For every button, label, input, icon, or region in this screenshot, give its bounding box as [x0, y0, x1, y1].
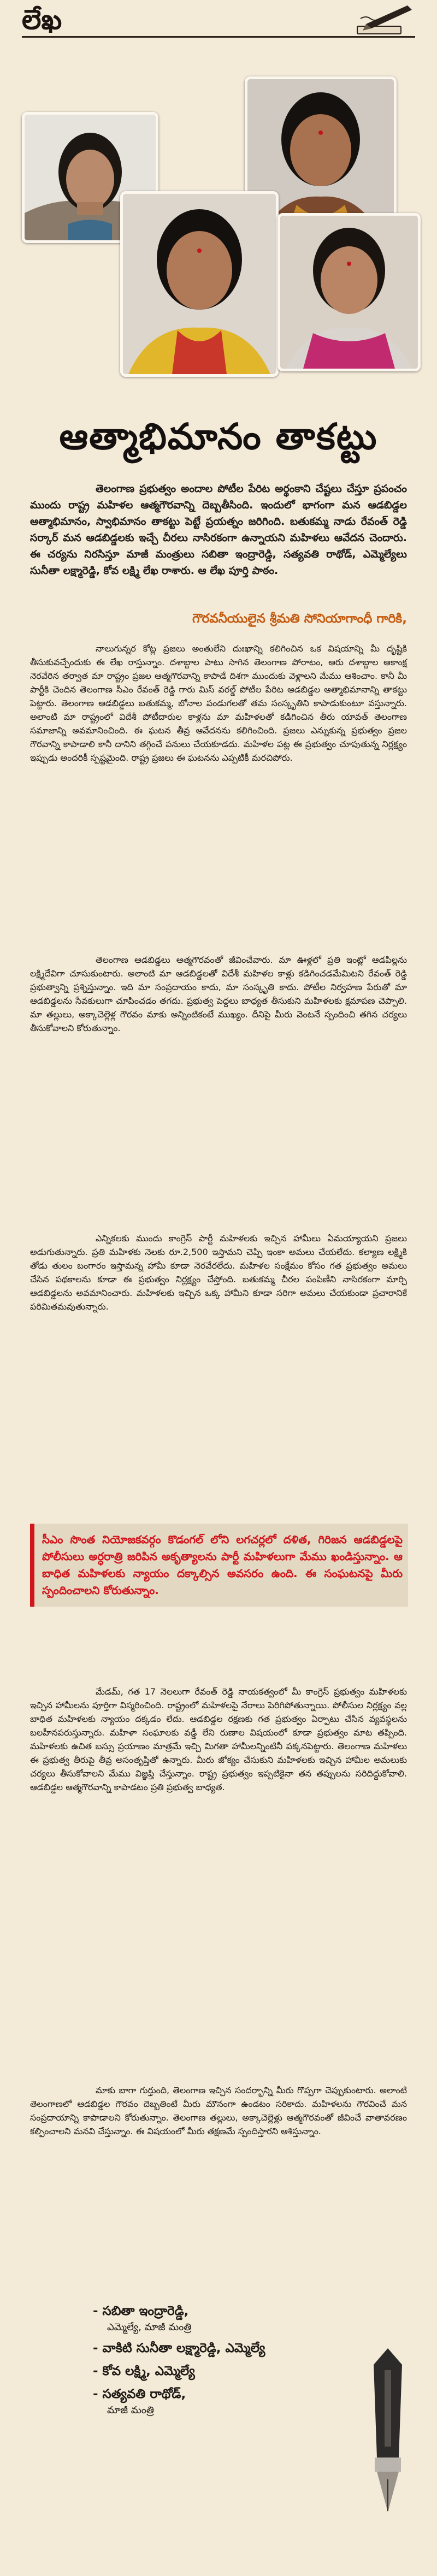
- lead-paragraph: తెలంగాణ ప్రభుత్వం అందాల పోటీల పేరిట అర్థంకాని చేష్టలు చేస్తూ ప్రపంచం ముందు రాష్ట్ర మహిళల ఆత్మగౌరవాన్ని దెబ్బతీసింది. ఇందులో భాగంగా మన ఆడబిడ్డల ఆత్మాభిమానం, స్వాభిమానం తాకట్టు పెట్టే ప్రయత్నం జరిగింది. బతుకమ్మ నాడు రేవంత్ రెడ్డి సర్కార్ మన ఆడబిడ్డలకు ఇచ్చే చీరలు నాసిరకంగా ఉన్నాయని మహిళలు ఆవేదన చెందారు. ఈ చర్యను నిరసిస్తూ మాజీ మంత్రులు సబితా ఇంద్రారెడ్డి, సత్యవతి రాథోడ్, ఎమ్మెల్యేలు సునీతా లక్ష్మారెడ్డి, కోవ లక్ష్మి లేఖ రాశారు. ఆ లేఖ పూర్తి పాఠం.: [30, 483, 407, 577]
- body-paragraph: మేడమ్, గత 17 నెలలుగా రేవంత్ రెడ్డి నాయకత్వంలో మీ కాంగ్రెస్ ప్రభుత్వం మహిళలకు ఇచ్చిన హామీలను పూర్తిగా విస్మరించింది. రాష్ట్రంలో మహిళలపై నేరాలు పెరిగిపోతున్నాయి. పోలీసుల నిర్లక్ష్యం వల్ల బాధిత మహిళలకు న్యాయం దక్కడం లేదు. ఆడబిడ్డల రక్షణకు గత ప్రభుత్వం ఏర్పాటు చేసిన వ్యవస్థలను బలహీనపరుస్తున్నారు. మహిళా సంఘాలకు వడ్డీ లేని రుణాల విషయంలో కూడా ప్రభుత్వం మాట తప్పింది. మహిళలకు ఉచిత బస్సు ప్రయాణం మాత్రమే ఇచ్చి మిగతా హామీలన్నింటినీ పక్కనపెట్టారు. తెలంగాణ మహిళలు ఈ ప్రభుత్వ తీరుపై తీవ్ర అసంతృప్తితో ఉన్నారు. మీరు జోక్యం చేసుకుని మహిళలకు ఇచ్చిన హామీల అమలుకు చర్యలు తీసుకోవాలని మేము విజ్ఞప్తి చేస్తున్నాం. రాష్ట్ర ప్రభుత్వం ఇప్పటికైనా తన తప్పులను సరిదిద్దుకోవాలి. ఆడబిడ్డల ఆత్మగౌరవాన్ని కాపాడటం ప్రతి ప్రభుత్వ బాధ్యత.: [30, 1686, 407, 1792]
- body-paragraph: నాలుగున్నర కోట్ల ప్రజలు అంతులేని దుఃఖాన్ని కలిగించిన ఒక విషయాన్ని మీ దృష్టికి తీసుకువచ్చేందుకు ఈ లేఖ రాస్తున్నాం. దశాబ్దాల పాటు సాగిన తెలంగాణ పోరాటం, ఆరు దశాబ్దాల ఆకాంక్ష నెరవేరిన తర్వాత మా రాష్ట్రం ప్రజల ఆత్మగౌరవాన్ని కాపాడే దిశగా ముందుకు వెళ్లాలని మేము ఆశించాం. కానీ మీ పార్టీకి చెందిన తెలంగాణ సీఎం రేవంత్ రెడ్డి గారు మిస్ వరల్డ్ పోటీల పేరిట ఆడబిడ్డల ఆత్మాభిమానాన్ని తాకట్టు పెట్టారు. తెలంగాణ ఆడబిడ్డలు బతుకమ్మ, బోనాల పండుగలతో తమ సంస్కృతిని కాపాడుకుంటూ వస్తున్నారు. అలాంటి మా రాష్ట్రంలో విదేశీ పోటీదారుల కాళ్లను మా మహిళలతో కడిగించిన తీరు యావత్ తెలంగాణ సమాజాన్ని అవమానించింది. ఈ ఘటన తీవ్ర ఆవేదనను కలిగించింది. ప్రజలు ఎన్నుకున్న ప్రభుత్వం ప్రజల గౌరవాన్ని కాపాడాలి కానీ దానిని తగ్గించే పనులు చేయకూడదు. మహిళల పట్ల ఈ ప్రభుత్వం చూపుతున్న నిర్లక్ష్యం ఇప్పుడు అందరికీ స్పష్టమైంది. రాష్ట్ర ప్రజలు ఈ ఘటనను ఎప్పటికీ మరచిపోరు.: [30, 643, 407, 763]
- signature: [93, 2362, 399, 2380]
- signatory-name: - సత్యవతి రాథోడ్,: [93, 2387, 186, 2401]
- header-rule: [22, 36, 415, 38]
- signatory-name: - వాకిటి సునీతా లక్ష్మారెడ్డి, ఎమ్మెల్యే: [93, 2341, 265, 2355]
- salutation: గౌరవనీయులైన శ్రీమతి సోనియాగాంధీ గారికి,: [192, 612, 407, 626]
- fountain-pen-icon: [355, 2348, 421, 2528]
- signatory-name: - కోవ లక్ష్మి, ఎమ్మెల్యే: [93, 2364, 195, 2378]
- portrait-photo: [277, 213, 421, 371]
- section-header: [0, 0, 437, 38]
- body-paragraph: ఎన్నికలకు ముందు కాంగ్రెస్ పార్టీ మహిళలకు ఇచ్చిన హామీలు ఏమయ్యాయని ప్రజలు అడుగుతున్నారు. ప్రతి మహిళకు నెలకు రూ.2,500 ఇస్తామని చెప్పి ఇంకా అమలు చేయలేదు. కల్యాణ లక్ష్మికి తోడు తులం బంగారం ఇస్తామన్న హామీ కూడా నెరవేరలేదు. మహిళల సంక్షేమం కోసం గత ప్రభుత్వం అమలు చేసిన పథకాలను కూడా ఈ ప్రభుత్వం నిర్లక్ష్యం చేస్తోంది. బతుకమ్మ చీరల పంపిణీని నాసిరకంగా మార్చి ఆడబిడ్డలను అవమానించారు. మహిళలకు ఇచ్చిన ఒక్క హామీని కూడా సరిగా అమలు చేయకుండా ప్రచారానికే పరిమితమవుతున్నారు.: [30, 1233, 407, 1312]
- body-paragraph: తెలంగాణ ఆడబిడ్డలు ఆత్మగౌరవంతో జీవించేవారు. మా ఊళ్లలో ప్రతి ఇంట్లో ఆడపిల్లను లక్ష్మిదేవిగా చూసుకుంటారు. అలాంటి మా ఆడబిడ్డలతో విదేశీ మహిళల కాళ్లు కడిగించడమేమిటని రేవంత్ రెడ్డి ప్రభుత్వాన్ని ప్రశ్నిస్తున్నాం. ఇది మా సంప్రదాయం కాదు, మా సంస్కృతి కాదు. పోటీల నిర్వహణ పేరుతో మా ఆడబిడ్డలను సేవకులుగా చూపించడం తగదు. ప్రభుత్వ పెద్దలు బాధ్యత తీసుకుని మహిళలకు క్షమాపణ చెప్పాలి. మా తల్లులు, అక్కాచెల్లెళ్ల గౌరవం మాకు అన్నింటికంటే ముఖ్యం. దీనిపై మీరు వెంటనే స్పందించి తగిన చర్యలు తీసుకోవాలని కోరుతున్నాం.: [30, 955, 407, 1033]
- signature: [93, 2302, 399, 2335]
- portrait-photo: [120, 191, 279, 377]
- section-label: లేఖ: [22, 3, 62, 35]
- portrait-collage: [22, 55, 415, 393]
- pull-quote: సీఎం సొంత నియోజకవర్గం కొడంగల్ లోని లగచర్లలో దళిత, గిరిజన ఆడబిడ్డలపై పోలీసులు అర్ధరాత్రి జరిపిన అకృత్యాలను పార్టీ మహిళలుగా మేము ఖండిస్తున్నాం. ఆ బాధిత మహిళలకు న్యాయం దక్కాల్సిన అవసరం ఉంది. ఈ సంఘటనపై మీరు స్పందించాలని కోరుతున్నాం.: [30, 1524, 408, 1607]
- signature: [93, 2385, 399, 2418]
- signatory-role: ఎమ్మెల్యే, మాజీ మంత్రి: [107, 2322, 192, 2333]
- pen-writing-icon: [355, 2, 415, 36]
- signatory-name: - సబితా ఇంద్రారెడ్డి,: [93, 2304, 189, 2318]
- headline: ఆత్మాభిమానం తాకట్టు: [59, 416, 378, 458]
- signature-block: [93, 2302, 399, 2422]
- signature: [93, 2339, 399, 2358]
- signatory-role: మాజీ మంత్రి: [107, 2405, 154, 2416]
- body-paragraph: మాకు బాగా గుర్తుంది, తెలంగాణ ఇచ్చిన సందర్భాన్ని మీరు గొప్పగా చెప్పుకుంటారు. అలాంటి తెలంగాణలో ఆడబిడ్డల గౌరవం దెబ్బతింటే మీరు మౌనంగా ఉండటం సరికాదు. మహిళలను గౌరవించే మన సంప్రదాయాన్ని కాపాడాలని కోరుతున్నాం. తెలంగాణ తల్లులు, అక్కాచెల్లెళ్లు ఆత్మగౌరవంతో జీవించే వాతావరణం కల్పించాలని మనవి చేస్తున్నాం. ఈ విషయంలో మీరు తక్షణమే స్పందిస్తారని ఆశిస్తున్నాం.: [30, 2085, 407, 2136]
